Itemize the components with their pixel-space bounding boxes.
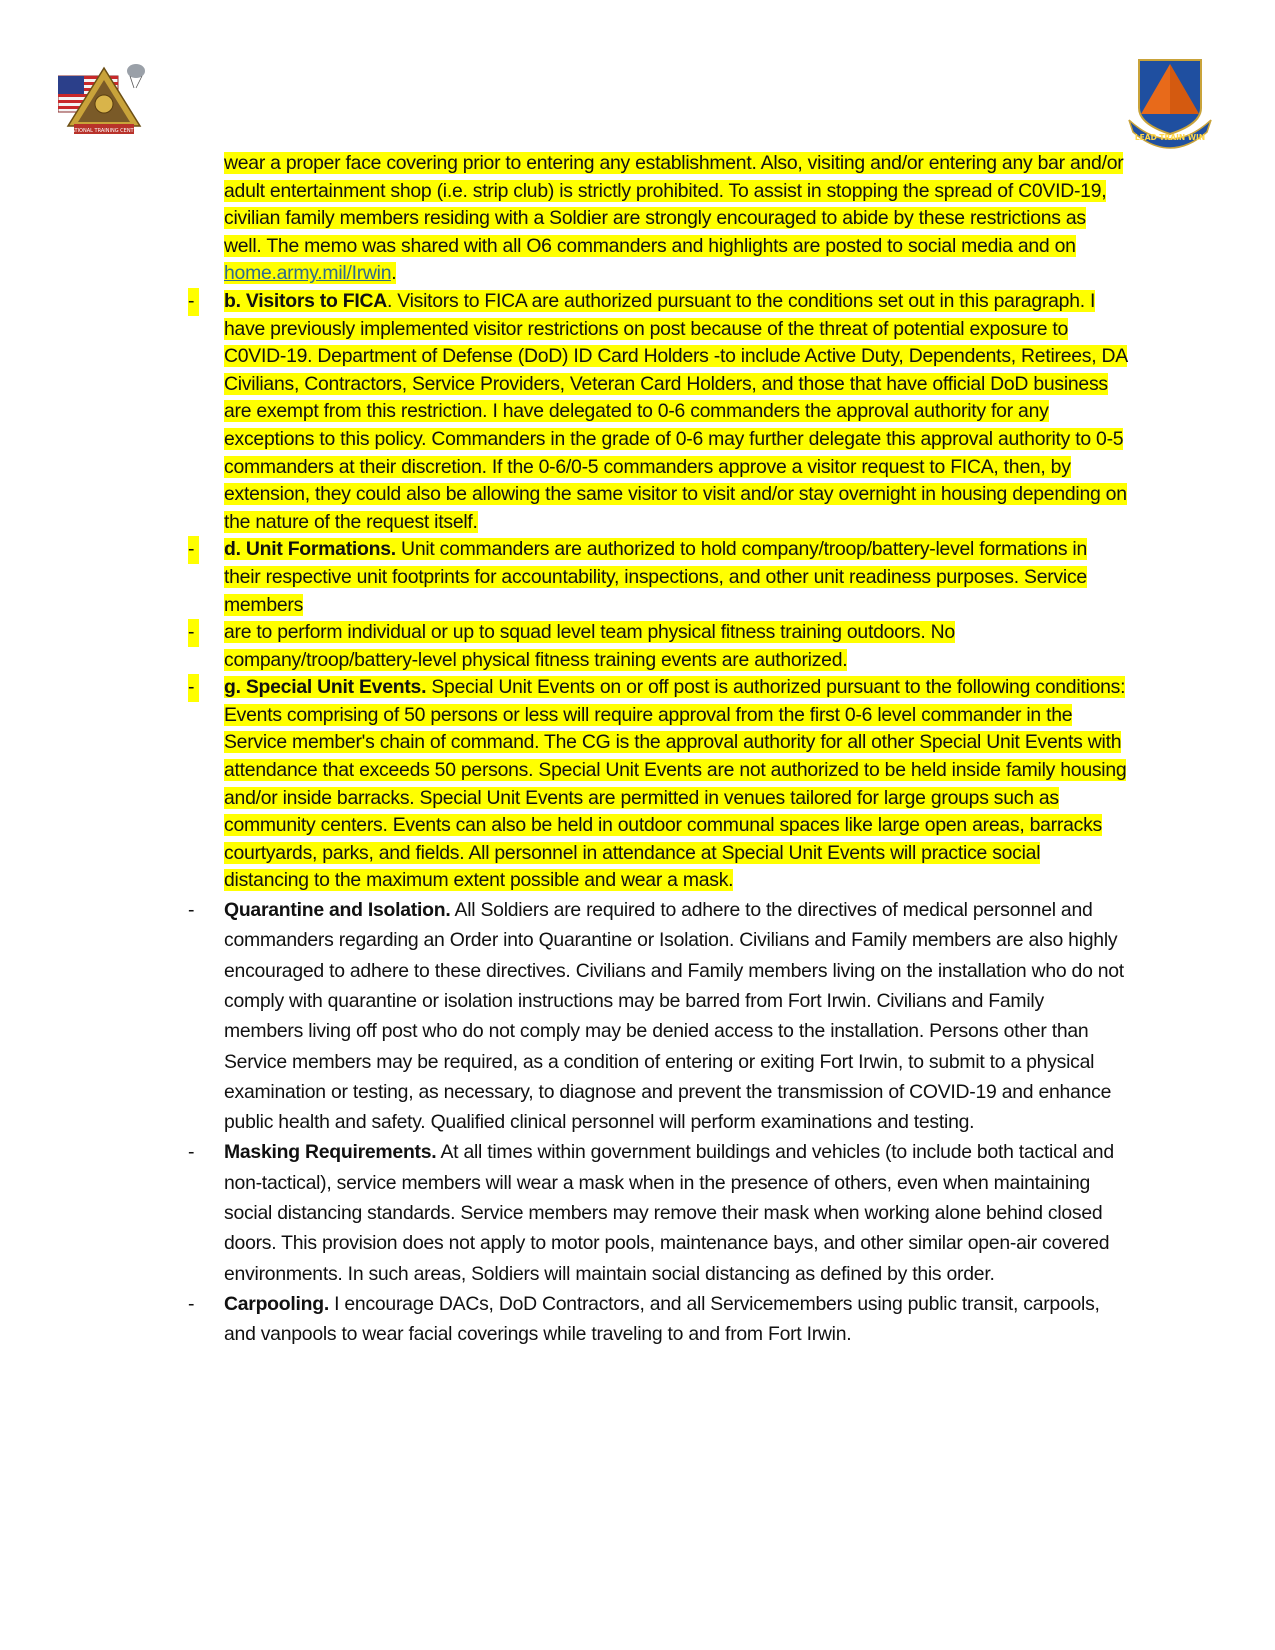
item-body: All Soldiers are required to adhere to the directives of medical personnel and commanders regarding an Order into Quarantine or Isolation. Civilians and Family members are also highly encouraged to adhere to these directives. Civilians and Family members living on the installation who do not comply with quarantine or isolation instructions may be barred from Fort Irwin. Civilians and Family members living off post who do not comply may be denied access to the installation. Persons other than Service members may be required, as a condition of entering or exiting Fort Irwin, to submit to a physical examination or testing, as necessary, to diagnose and prevent the transmission of COVID-19 and enhance public health and safety. Qualified clinical personnel will perform examinations and testing. — [224, 899, 1124, 1134]
item-title: b. Visitors to FICA — [224, 289, 387, 312]
item-title: d. Unit Formations. — [224, 538, 396, 561]
bullet-dash: - — [188, 899, 195, 922]
item-body: Unit commanders are authorized to hold company/troop/battery-level formations in their respective unit footprints for accountability, inspections, and other unit readiness purposes. Service members — [224, 538, 1088, 616]
list-item-masking — [188, 1137, 1128, 1288]
document-body — [188, 150, 1128, 1349]
item-body: . Visitors to FICA are authorized pursuant to the conditions set out in this paragraph. I have previously implemented visitor restrictions on post because of the threat of potential exposure to C0VID-19. Department of Defense (DoD) ID Card Holders -to include Active Duty, Dependents, Retirees, DA Civilians, Contractors, Service Providers, Veteran Card Holders, and those that have official DoD business are exempt from this restriction. I have delegated to 0-6 commanders the approval authority for any exceptions to this policy. Commanders in the grade of 0-6 may further delegate this approval authority to 0-5 commanders at their discretion. If the 0-6/0-5 commanders approve a visitor request to FICA, then, by extension, they could also be allowing the same visitor to visit and/or stay overnight in housing depending on the nature of the request itself. — [224, 289, 1127, 533]
bullet-dash: - — [188, 674, 199, 702]
list-item-quarantine — [188, 895, 1128, 1137]
intro-text: wear a proper face covering prior to entering any establishment. Also, visiting and/or entering any bar and/or adult entertainment shop (i.e. strip club) is strictly prohibited. To assist in stopping the spread of C0VID-19, civilian family members residing with a Soldier are strongly encouraged to abide by these restrictions as well. The memo was shared with all O6 commanders and highlights are posted to social media and on — [224, 152, 1124, 257]
list-item-fitness-training — [188, 619, 1128, 674]
item-title: g. Special Unit Events. — [224, 676, 427, 699]
intro-paragraph — [188, 150, 1128, 288]
bullet-dash: - — [188, 536, 199, 564]
ntc-logo-text: NATIONAL TRAINING CENTER — [67, 128, 141, 134]
bullet-dash: - — [188, 1292, 195, 1315]
item-body: At all times within government buildings and vehicles (to include both tactical and non-tactical), service members will wear a mask when in the presence of others, even when maintaining social distancing standards. Service members may remove their mask when working alone behind closed doors. This provision does not apply to motor pools, maintenance bays, and other similar open-air covered environments. In such areas, Soldiers will maintain social distancing as defined by this order. — [224, 1141, 1114, 1285]
list-item-visitors — [188, 288, 1128, 536]
ntc-logo — [58, 62, 150, 142]
bullet-dash: - — [188, 1141, 195, 1164]
intro-end: . — [391, 262, 397, 285]
list-item-carpooling — [188, 1289, 1128, 1350]
list-item-special-unit-events — [188, 674, 1128, 895]
item-title: Carpooling. — [224, 1292, 329, 1315]
item-title: Masking Requirements. — [224, 1141, 437, 1164]
irwin-link[interactable]: home.army.mil/Irwin — [224, 262, 392, 285]
item-body: are to perform individual or up to squad level team physical fitness training outdoors. No company/troop/battery-level physical fitness training events are authorized. — [224, 621, 955, 671]
bullet-dash: - — [188, 619, 199, 647]
crest-motto: LEAD TRAIN WIN — [1134, 133, 1206, 142]
item-body: I encourage DACs, DoD Contractors, and all Servicemembers using public transit, carpools, and vanpools to wear facial coverings while traveling to and from Fort Irwin. — [224, 1292, 1100, 1346]
item-body: Special Unit Events on or off post is authorized pursuant to the following conditions: Events comprising of 50 persons or less will require approval from the first 0-6 level commander in the Service member's chain of command. The CG is the approval authority for all other Special Unit Events with attendance that exceeds 50 persons. Special Unit Events are not authorized to be held inside family housing and/or inside barracks. Special Unit Events are permitted in venues tailored for large groups such as community centers. Events can also be held in outdoor communal spaces like large open areas, barracks courtyards, parks, and fields. All personnel in attendance at Special Unit Events will practice social distancing to the maximum extent possible and wear a mask. — [224, 676, 1127, 892]
bullet-dash: - — [188, 288, 199, 316]
lead-train-win-crest — [1125, 58, 1215, 156]
item-title: Quarantine and Isolation. — [224, 899, 451, 922]
list-item-unit-formations — [188, 536, 1128, 619]
